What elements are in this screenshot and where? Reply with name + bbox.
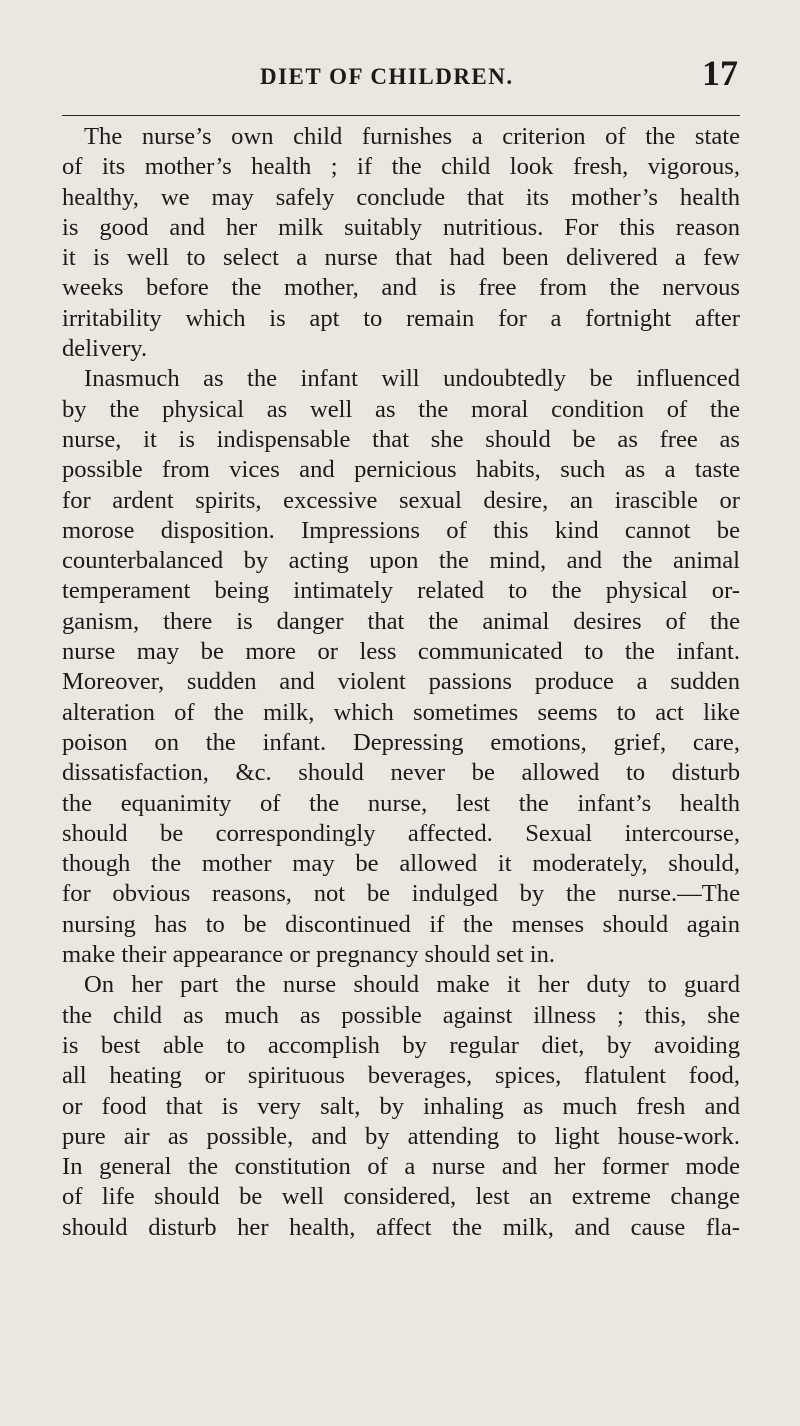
text-line: weeks before the mother, and is free from the nervous [62, 274, 740, 302]
text-line: nursing has to be discontinued if the menses should again [62, 910, 740, 938]
text-line: is best able to accomplish by regular diet, by avoiding [62, 1031, 740, 1059]
text-line: On her part the nurse should make it her duty to guard [84, 971, 740, 999]
text-line: irritability which is apt to remain for a fortnight after [62, 304, 740, 332]
text-line: it is well to select a nurse that had been delivered a few [62, 244, 740, 272]
text-line: pure air as possible, and by attending to light house-work. [62, 1122, 740, 1150]
text-line: or food that is very salt, by inhaling as much fresh and [62, 1092, 740, 1120]
text-line: In general the constitution of a nurse and her former mode [62, 1153, 740, 1181]
page-number: 17 [702, 53, 738, 93]
text-line: temperament being intimately related to the physical or- [62, 577, 740, 605]
text-line: for obvious reasons, not be indulged by the nurse.—The [62, 880, 740, 908]
text-line: dissatisfaction, &c. should never be allowed to disturb [62, 759, 740, 787]
text-line: for ardent spirits, excessive sexual desire, an irascible or [62, 486, 740, 514]
text-line: poison on the infant. Depressing emotions, grief, care, [62, 728, 740, 756]
text-line: alteration of the milk, which sometimes seems to act like [62, 698, 740, 726]
text-line: all heating or spirituous beverages, spices, flatulent food, [62, 1062, 740, 1090]
text-line: nurse, it is indispensable that she should be as free as [62, 425, 740, 453]
text-line: morose disposition. Impressions of this kind cannot be [62, 516, 740, 544]
text-line: should be correspondingly affected. Sexual intercourse, [62, 819, 740, 847]
text-line: ganism, there is danger that the animal desires of the [62, 607, 740, 635]
text-line: though the mother may be allowed it moderately, should, [62, 850, 740, 878]
text-line: of its mother’s health ; if the child look fresh, vigorous, [62, 153, 740, 181]
header-rule [62, 115, 740, 116]
text-line: by the physical as well as the moral condition of the [62, 395, 740, 423]
text-line: the equanimity of the nurse, lest the infant’s health [62, 789, 740, 817]
body-text [62, 122, 740, 1243]
text-line: The nurse’s own child furnishes a criterion of the state [84, 123, 740, 150]
text-line: should disturb her health, affect the milk, and cause fla- [62, 1213, 740, 1241]
text-line: is good and her milk suitably nutritious. For this reason [62, 213, 740, 241]
text-line: delivery. [62, 335, 148, 363]
text-line: healthy, we may safely conclude that its mother’s health [62, 183, 740, 211]
text-line: of life should be well considered, lest an extreme change [62, 1183, 740, 1211]
text-line: Inasmuch as the infant will undoubtedly be influenced [84, 365, 740, 393]
running-head [62, 53, 740, 98]
text-line: nurse may be more or less communicated to the infant. [62, 638, 740, 666]
text-line: the child as much as possible against illness ; this, she [62, 1001, 740, 1029]
text-line: Moreover, sudden and violent passions produce a sudden [62, 668, 740, 696]
text-line: make their appearance or pregnancy should set in. [62, 941, 556, 969]
text-line: possible from vices and pernicious habits, such as a taste [62, 456, 740, 484]
running-head-title: DIET OF CHILDREN. [260, 64, 514, 89]
text-line: counterbalanced by acting upon the mind, and the animal [62, 547, 740, 575]
